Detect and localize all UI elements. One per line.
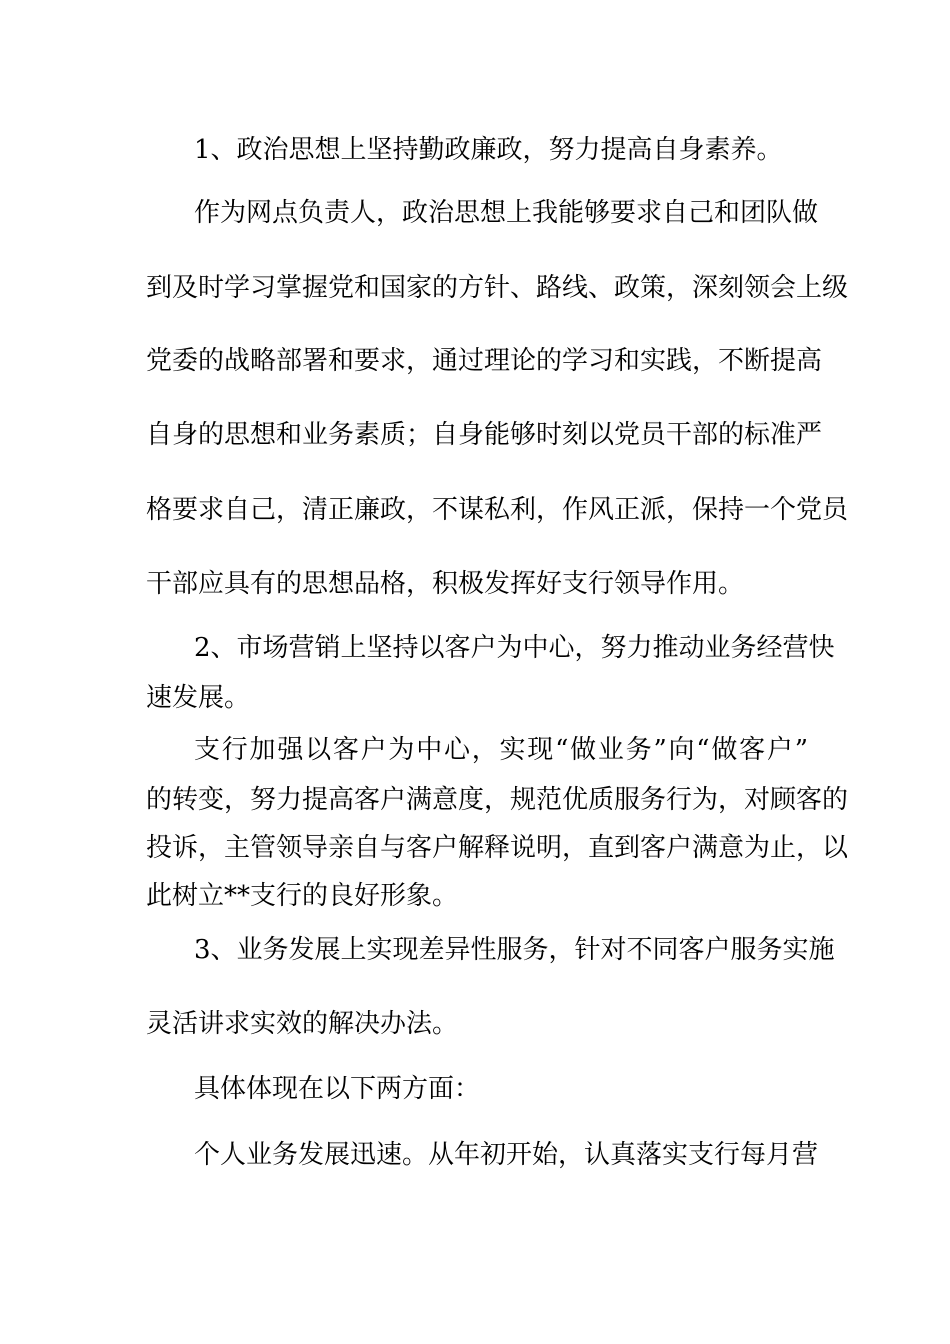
heading-item-3-continued: 灵活讲求实效的解决办法。 — [146, 1009, 459, 1039]
paragraph-line: 格要求自己，清正廉政，不谋私利，作风正派，保持一个党员 — [146, 495, 849, 525]
heading-item-1: 1、政治思想上坚持勤政廉政，努力提高自身素养。 — [194, 135, 783, 165]
paragraph-line: 作为网点负责人，政治思想上我能够要求自己和团队做 — [194, 198, 819, 228]
heading-item-3: 3、业务发展上实现差异性服务，针对不同客户服务实施 — [194, 935, 835, 965]
paragraph-line: 的转变，努力提高客户满意度，规范优质服务行为，对顾客的 — [146, 785, 849, 815]
paragraph-line: 投诉，主管领导亲自与客户解释说明，直到客户满意为止，以 — [146, 833, 849, 863]
paragraph-line: 支行加强以客户为中心，实现“做业务”向“做客户” — [194, 735, 808, 765]
heading-item-2-continued: 速发展。 — [146, 683, 251, 713]
paragraph-line: 到及时学习掌握党和国家的方针、路线、政策，深刻领会上级 — [146, 273, 849, 303]
paragraph-line: 干部应具有的思想品格，积极发挥好支行领导作用。 — [146, 569, 745, 599]
paragraph-line: 自身的思想和业务素质；自身能够时刻以党员干部的标准严 — [146, 420, 823, 450]
paragraph-line: 党委的战略部署和要求，通过理论的学习和实践，不断提高 — [146, 346, 823, 376]
paragraph-line: 具体体现在以下两方面： — [194, 1074, 481, 1104]
heading-item-2: 2、市场营销上坚持以客户为中心，努力推动业务经营快 — [194, 633, 835, 663]
paragraph-line: 个人业务发展迅速。从年初开始，认真落实支行每月营 — [194, 1140, 819, 1170]
paragraph-line: 此树立**支行的良好形象。 — [146, 881, 459, 911]
